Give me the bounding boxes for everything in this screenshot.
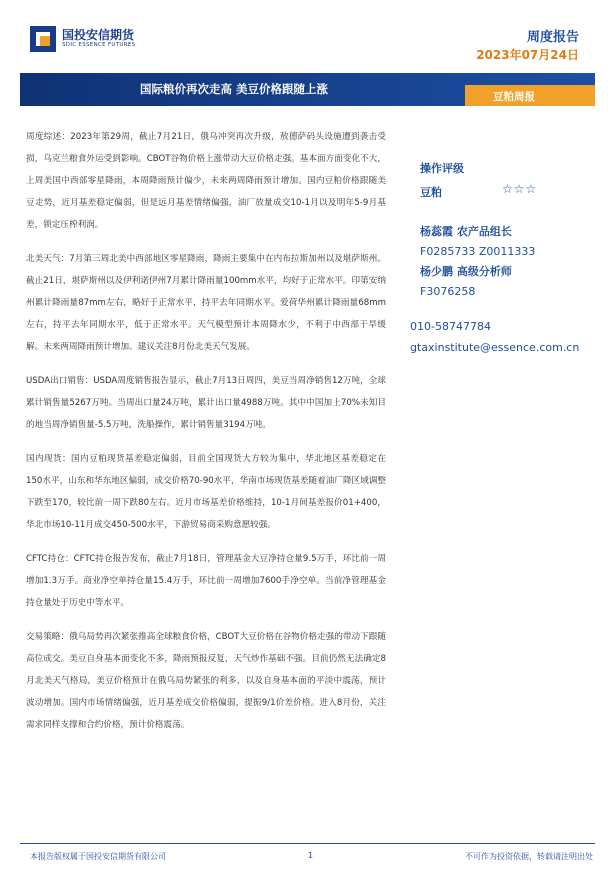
report-date: 2023年07月24日 [476,48,579,62]
footer-disclaimer: 不可作为投资依据，转载请注明出处 [465,852,593,861]
page-number: 1 [308,851,314,860]
logo-english-name: SDIC ESSENCE FUTURES [62,42,136,48]
analyst-name: 杨少鹏 高级分析师 [420,265,512,278]
report-tag-label: 豆粕周报 [493,91,535,103]
contact-email[interactable]: gtaxinstitute@essence.com.cn [410,341,580,354]
rating-product: 豆粕 [420,186,442,199]
company-logo [30,24,160,54]
analyst-name: 杨蕊霞 农产品组长 [420,225,512,238]
paragraph-cftc-positions: CFTC持仓：CFTC持仓报告发布，截止7月18日，管理基金大豆净持仓量9.5万手，环比前一周增加1.3万手。商业净空单持仓量15.4万手，环比前一周增加7600手净空单。当前净管理基金持仓量处于历史中等水平。 [26,554,386,608]
main-content [26,126,386,748]
report-tag [465,85,595,106]
footer-divider [20,843,595,844]
paragraph-north-america-weather: 北美天气：7月第三周北美中西部地区零星降雨，降雨主要集中在内布拉斯加州以及堪萨斯州。截止21日，堪萨斯州以及伊利诺伊州7月累计降雨量100mm水平，均好于正常水平。印第安纳州累计降雨量87mm左右，略好于正常水平，持平去年同期水平。爱荷华州累计降雨量68mm左右，持平去年同期水平，低于正常水平。天气模型预计本周降水少，不利于中西部干旱缓解。未来两周降雨预计增加。建议关注8月份北美天气发展。 [26,254,386,352]
paragraph-weekly-summary: 周度综述：2023年第29周，截止7月21日，俄乌冲突再次升级，敖德萨码头设施遭到袭击受损，乌克兰粮食外运受到影响。CBOT谷物价格上涨带动大豆价格走强。基本面方面变化不大，上周美国中西部零星降雨，本周降雨预计偏少，未来两周降雨预计增加。国内豆粕价格跟随美豆走势，近月基差稳定偏弱，但是远月基差情绪偏强，油厂放量成交10-1月以及明年5-9月基差，锁定压榨利润。 [26,132,386,230]
analyst-list [420,222,610,302]
rating-title: 操作评级 [420,162,464,175]
paragraph-domestic-spot: 国内现货：国内豆粕现货基差稳定偏弱，目前全国现货大方较为集中，华北地区基差稳定在150水平，山东和华东地区偏弱，成交价格70-90水平，华南市场现货基差随着油厂降区域调整下跌至170，较比前一周下跌80左右。近月市场基差价格维持，10-1月间基差报价01+400，华北市场10-11月成交450-500水平，下游贸易商采购意愿较强。 [26,454,386,530]
paragraph-trading-strategy: 交易策略：俄乌局势再次紧张推高全球粮食价格，CBOT大豆价格在谷物价格走强的带动下跟随高位成交。美豆自身基本面变化不多，降雨预报反复，天气炒作基础不强。目前仍然无法确定8月北美天气格局，美豆价格预计在俄乌局势紧张的利多，以及自身基本面的平淡中震荡，预计波动增加。国内市场情绪偏强，近月基差成交价格偏弱，提振9/1价差价格。进入8月份，关注需求同样支撑和合约价格，预计价格震荡。 [26,632,386,730]
paragraph-usda-export-sales: USDA出口销售：USDA周度销售报告显示，截止7月13日周四，美豆当周净销售12万吨，全球累计销售量5267万吨。当周出口量24万吨，累计出口量4988万吨。其中中国加上70%未知目的地当周净销售量-5.5万吨，洗船操作，累计销售量3194万吨。 [26,376,386,430]
report-type: 周度报告 [526,30,579,45]
title-bar [20,73,595,106]
logo-mark-icon [30,26,56,52]
logo-chinese-name: 国投安信期货 [62,28,135,42]
contact-phone: 010-58747784 [410,320,491,333]
footer-copyright: 本报告版权属于国投安信期货有限公司 [30,852,166,861]
analyst-license: F3076258 [420,285,476,298]
sidebar [420,160,610,302]
rating-row [420,182,610,204]
report-title: 国际粮价再次走高 美豆价格跟随上涨 [140,82,329,96]
contact-info [410,316,579,358]
analyst-license: F0285733 Z0011333 [420,245,536,258]
rating-stars-icon: ☆☆☆ [502,182,538,196]
